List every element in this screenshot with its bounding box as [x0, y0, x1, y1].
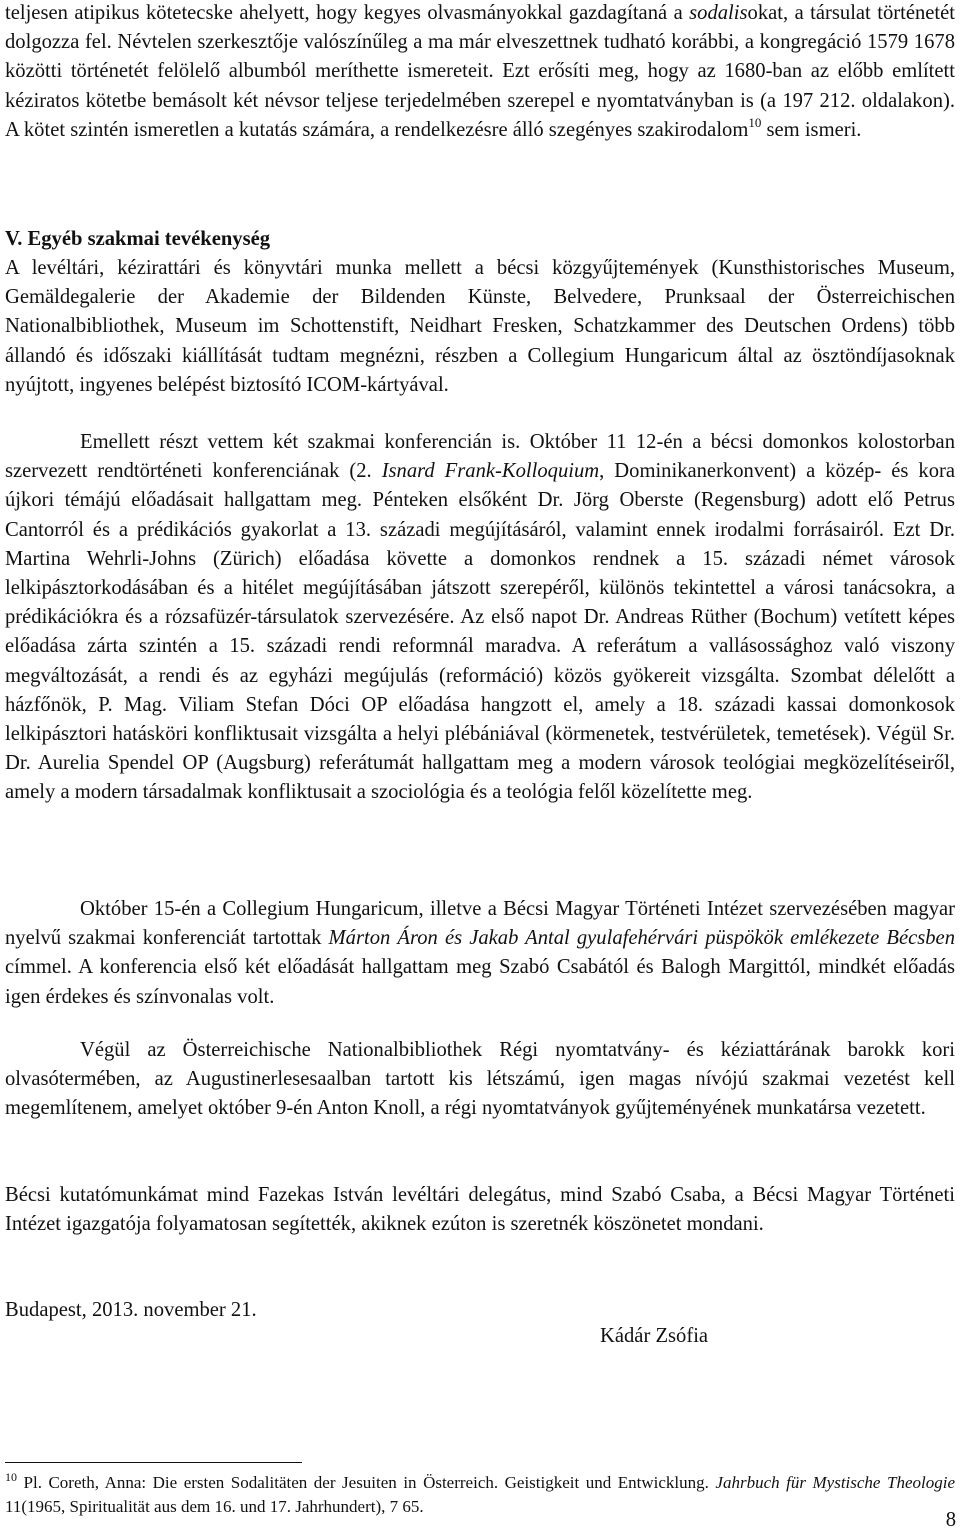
conference-1-text-1: Emellett részt vettem két szakmai konferencián is. Október 11 12-én a bécsi domonkos kolostorban szervezett rendtörténeti konferenciának (2. [5, 431, 955, 483]
footnote-text-2: 11(1965, Spiritualität aus dem 16. und 17. Jahrhundert), 7 65. [5, 1497, 424, 1516]
conference-1-italic-title: Isnard Frank-Kolloquium [381, 460, 600, 483]
footnote-text-1: Pl. Coreth, Anna: Die ersten Sodalitäten der Jesuiten in Österreich. Geistigkeit und Entwicklung. [17, 1473, 716, 1492]
conference-2-italic-title: Márton Áron és Jakab Antal gyulafehérvári püspökök emlékezete Bécsben [328, 927, 955, 950]
intro-italic-term: sodalis [689, 2, 748, 24]
page-number: 8 [945, 1509, 956, 1531]
footnote-number: 10 [5, 1470, 17, 1484]
intro-text-3: sem ismeri. [761, 118, 862, 141]
conference-2-text-2: címmel. A konferencia első két előadását hallgattam meg Szabó Csabától és Balogh Margittól, mindkét előadás igen érdekes és színvonalas volt. [5, 956, 955, 1008]
footnote-reference: 10 [748, 114, 762, 130]
paragraph-conference-2 [5, 895, 955, 1012]
paragraph-intro [5, 0, 955, 145]
date-line: Budapest, 2013. november 21. [5, 1299, 257, 1321]
paragraph-acknowledgements: Bécsi kutatómunkámat mind Fazekas István levéltári delegátus, mind Szabó Csaba, a Bécsi Magyar Történeti Intézet igazgatója folyamatosan segítették, akiknek ezúton is szeretnék köszönetet mondani. [5, 1184, 955, 1236]
paragraph-conference-1 [5, 428, 955, 808]
intro-text-2: okat, a társulat történetét dolgozza fel. Névtelen szerkesztője valószínűleg a ma már elveszettnek tudható korábbi, a kongregáció 1579 1678 közötti történetét felölelő albumból meríthette ismereteit. Ezt erősíti meg, hogy az 1680-ban az előbb említett kéziratos kötetbe bemásolt két névsor teljese terjedelmében szerepel e nyomtatványban is (a 197 212. oldalakon). A kötet szintén ismeretlen a kutatás számára, a rendelkezésre álló szegényes szakirodalom [5, 2, 955, 141]
intro-text-1: teljesen atipikus kötetecske ahelyett, hogy kegyes olvasmányokkal gazdagítaná a [5, 2, 690, 24]
paragraph-museums: A levéltári, kézirattári és könyvtári munka mellett a bécsi közgyűjtemények (Kunsthistorisches Museum, Gemäldegalerie der Akademie der Bildenden Künste, Belvedere, Prunksaal der Österreichischen Nationalbibliothek, Museum im Schottenstift, Neidhart Fresken, Schatzkammer des Deutschen Ordens) több állandó és időszaki kiállítását tudtam megnézni, részben a Collegium Hungaricum által az ösztöndíjasoknak nyújtott, ingyenes belépést biztosító ICOM-kártyával. [5, 257, 955, 396]
author-signature: Kádár Zsófia [600, 1325, 709, 1347]
footnote [5, 1471, 955, 1519]
section-heading: V. Egyéb szakmai tevékenység [5, 228, 271, 250]
conference-2-text-1: Október 15-én a Collegium Hungaricum, illetve a Bécsi Magyar Történeti Intézet szervezésében magyar nyelvű szakmai konferenciát tartottak [5, 898, 955, 950]
footnote-divider [5, 1462, 302, 1463]
footnote-journal-title: Jahrbuch für Mystische Theologie [715, 1473, 955, 1492]
paragraph-library-tour: Végül az Österreichische Nationalbibliothek Régi nyomtatvány- és kéziattárának barokk kori olvasótermében, az Augustinerlesesaalban tartott kis létszámú, igen magas nívójú szakmai vezetést kell megemlítenem, amelyet október 9-én Anton Knoll, a régi nyomtatványok gyűjteményének munkatársa vezetett. [5, 1039, 955, 1120]
conference-1-text-2: , Dominikanerkonvent) a közép- és kora újkori témájú előadásait hallgattam meg. Pénteken elsőként Dr. Jörg Oberste (Regensburg) adott elő Petrus Cantorról és a prédikációs gyakorlat a 13. századi megújításáról, valamint ennek irodalmi forrásairól. Ezt Dr. Martina Wehrli-Johns (Zürich) előadása követte a domonkos rendnek a 15. századi német városok lelkipásztorkodásában és a hitélet megújításában játszott szerepéről, különös tekintettel a városi tanácsokra, a prédikációkra és a rózsafüzér-társulatok szervezésére. Az első napot Dr. Andreas Rüther (Bochum) vetített képes előadása zárta szintén a 15. századi rendi reformnál maradva. A referátum a vallásossághoz való viszony megváltozását, a rendi és az egyházi megújulás (reformáció) közös gyökereit vizsgálta. Szombat délelőtt a házfőnök, P. Mag. Viliam Stefan Dóci OP előadása hangzott el, amely a 18. századi kassai domonkosok lelkipásztori hatásköri konfliktusait vizsgálta a helyi plébániával (körmenetek, testvérületek, temetések). Végül Sr. Dr. Aurelia Spendel OP (Augsburg) referátumát hallgattam meg a modern városok teológiai megközelítéseiről, amely a modern társadalmak konfliktusait a szociológia és a teológia felől közelítette meg. [5, 460, 955, 804]
